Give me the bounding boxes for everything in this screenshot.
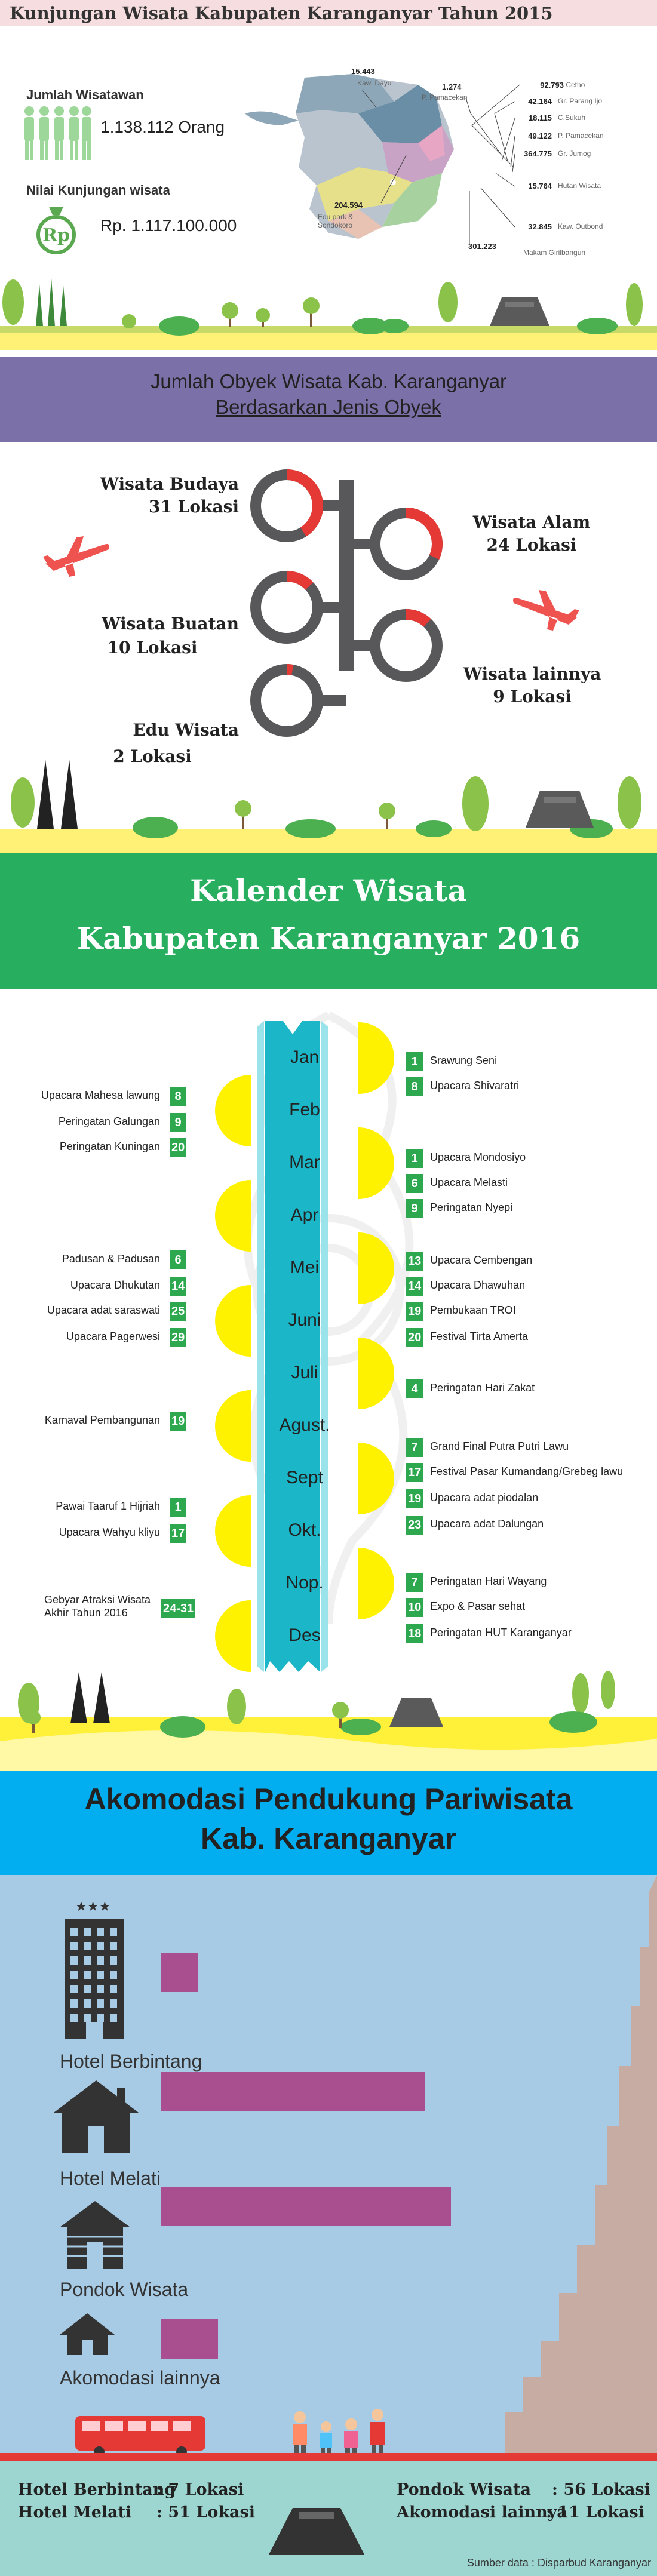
accommodation-label: Akomodasi lainnya	[60, 2367, 220, 2389]
map-label-place: Kaw. Outbond	[558, 222, 603, 230]
map-label-value: 18.115	[528, 113, 552, 122]
landscape-strip	[0, 266, 657, 350]
object-type-label: Wisata lainnya	[463, 664, 601, 684]
objects-ring-diagram	[227, 454, 466, 788]
objects-subtitle: Berdasarkan Jenis Obyek	[216, 396, 441, 418]
event-day-badge: 13	[406, 1252, 423, 1271]
visitor-count-label: Jumlah Wisatawan	[26, 87, 144, 102]
summary-value: : 51 Lokasi	[156, 2503, 255, 2522]
month-label: Juni	[288, 1310, 321, 1330]
event-label: Peringatan Kuningan	[59, 1141, 160, 1152]
summary-value: : 11 Lokasi	[546, 2503, 644, 2522]
event-day-badge: 25	[170, 1302, 186, 1321]
map-label-place: Kaw. Dayu	[357, 79, 392, 87]
object-ring	[375, 614, 437, 677]
events-list	[0, 1015, 657, 1678]
accommodation-bar-chart	[161, 1953, 472, 2359]
month-label: Sept	[286, 1468, 323, 1487]
event-label: Karnaval Pembangunan	[44, 1414, 160, 1426]
visit-value-amount: Rp. 1.117.100.000	[100, 216, 237, 235]
map-label-value: 204.594	[334, 201, 363, 210]
visit-value-label: Nilai Kunjungan wisata	[26, 183, 170, 198]
event-label: Upacara Shivaratri	[430, 1080, 520, 1092]
event-label: Expo & Pasar sehat	[430, 1600, 526, 1612]
airplane-icon	[509, 585, 581, 633]
bus-icon	[72, 2412, 209, 2458]
landscape-strip	[0, 1670, 657, 1771]
event-label: Peringatan Galungan	[58, 1115, 160, 1127]
object-type-label: Wisata Alam	[472, 512, 591, 532]
map-label-place: C. Cetho	[557, 81, 585, 89]
event-day-badge: 6	[406, 1174, 423, 1193]
event-day-badge: 8	[170, 1087, 186, 1106]
object-type-count: 9 Lokasi	[493, 687, 572, 706]
svg-text:Rp: Rp	[42, 225, 70, 246]
object-share-arc	[287, 669, 293, 670]
pondok-wisata-icon	[59, 2200, 131, 2270]
accommodation-bar	[161, 2319, 218, 2359]
event-label: Pawai Taaruf 1 Hijriah	[56, 1500, 160, 1512]
event-label: Upacara Mahesa lawung	[41, 1089, 160, 1101]
event-label: Upacara adat piodalan	[430, 1492, 539, 1504]
object-type-label: Wisata Budaya	[100, 474, 239, 494]
page-title: Kunjungan Wisata Kabupaten Karanganyar Tahun 2015	[10, 3, 553, 23]
event-day-badge: 29	[170, 1328, 186, 1347]
summary-label: Hotel Berbintang	[18, 2480, 176, 2499]
event-day-badge: 14	[170, 1277, 186, 1296]
event-label: Upacara Wahyu kliyu	[59, 1526, 160, 1538]
event-day-badge: 4	[406, 1379, 423, 1398]
month-label: Mar	[289, 1152, 320, 1172]
map-label-place: C.Sukuh	[558, 113, 586, 122]
event-day-badge: 9	[170, 1113, 186, 1132]
summary-label: Hotel Melati	[18, 2503, 132, 2522]
event-label: Upacara Cembengan	[430, 1254, 533, 1266]
map-label-value: 15.764	[528, 182, 552, 190]
event-label: Upacara adat Dalungan	[430, 1518, 544, 1530]
event-day-badge: 19	[170, 1412, 186, 1431]
summary-divider	[0, 2453, 657, 2461]
airplane-icon	[42, 531, 113, 579]
calendar-subtitle: Kabupaten Karanganyar 2016	[76, 921, 581, 956]
summary-label: Akomodasi lainnya	[397, 2503, 567, 2522]
event-label: Upacara Pagerwesi	[66, 1330, 160, 1342]
map-label-value: 364.775	[524, 149, 552, 158]
source-note: Sumber data : Disparbud Karanganyar	[466, 2557, 651, 2569]
candi-icon	[257, 2490, 376, 2556]
object-type-count: 2 Lokasi	[113, 746, 192, 766]
summary-value: : 56 Lokasi	[552, 2480, 650, 2499]
landscape-strip	[0, 751, 657, 853]
map-label-place: P. Pamacekan	[422, 93, 468, 102]
hotel-melati-icon	[51, 2078, 141, 2156]
map-label-value: 301.223	[468, 242, 496, 251]
map-leader-lines	[358, 72, 561, 257]
event-day-badge: 7	[406, 1573, 423, 1592]
object-type-count: 10 Lokasi	[107, 638, 198, 657]
event-day-badge: 6	[170, 1250, 186, 1269]
temple-silhouette	[505, 1875, 657, 2459]
accommodation-label: Pondok Wisata	[60, 2279, 189, 2300]
month-label: Okt.	[288, 1520, 321, 1540]
event-day-badge: 1	[170, 1498, 186, 1517]
event-label: Festival Pasar Kumandang/Grebeg lawu	[430, 1465, 624, 1477]
event-day-badge: 8	[406, 1077, 423, 1096]
accommodation-bar	[161, 2187, 451, 2226]
tourists-icon	[287, 2406, 394, 2460]
calendar-title: Kalender Wisata	[190, 873, 467, 908]
event-label: Festival Tirta Amerta	[430, 1330, 529, 1342]
month-label: Feb	[289, 1100, 320, 1120]
map-label-place: Hutan Wisata	[558, 182, 601, 190]
map-label-place: Edu park & Sondokoro	[318, 213, 354, 229]
month-label: Jan	[290, 1047, 320, 1067]
visitor-count-value: 1.138.112 Orang	[100, 118, 225, 136]
month-label: Des	[288, 1625, 321, 1645]
event-day-badge: 14	[406, 1277, 423, 1296]
month-label: Mei	[290, 1258, 320, 1277]
event-day-badge: 19	[406, 1489, 423, 1508]
map-label-place: Gr. Parang Ijo	[558, 97, 603, 105]
event-label: Upacara Dhukutan	[70, 1279, 160, 1291]
event-label: Upacara adat saraswati	[47, 1304, 160, 1316]
accommodation-title: Akomodasi Pendukung Pariwisata	[84, 1782, 573, 1816]
event-day-badge: 20	[170, 1138, 186, 1157]
event-day-badge: 19	[406, 1302, 423, 1321]
event-label: Upacara Mondosiyo	[430, 1151, 526, 1163]
map-label-value: 1.274	[442, 82, 462, 91]
summary-value: : 7 Lokasi	[156, 2480, 244, 2499]
accommodation-bar	[161, 2072, 425, 2111]
event-label: Padusan & Padusan	[62, 1253, 160, 1265]
accommodation-label: Hotel Berbintang	[60, 2051, 202, 2072]
event-label: Pembukaan TROI	[430, 1304, 516, 1316]
map-label-place: Makam Girilbangun	[523, 248, 586, 257]
event-day-badge: 18	[406, 1624, 423, 1643]
map-label-value: 49.122	[528, 131, 552, 140]
event-label: Gebyar Atraksi Wisata Akhir Tahun 2016	[44, 1594, 151, 1619]
object-type-count: 31 Lokasi	[148, 497, 239, 517]
accommodation-subtitle: Kab. Karanganyar	[201, 1822, 456, 1855]
accommodation-bar	[161, 1953, 198, 1992]
event-label: Peringatan Hari Zakat	[430, 1382, 535, 1394]
event-day-badge: 24-31	[161, 1599, 195, 1618]
map-label-value: 92.793	[540, 81, 564, 90]
map-label-value: 15.443	[351, 67, 375, 76]
month-label: Apr	[290, 1205, 319, 1225]
map-label-value: 32.845	[528, 222, 552, 231]
event-day-badge: 1	[406, 1149, 423, 1168]
event-day-badge: 20	[406, 1328, 423, 1347]
event-label: Peringatan HUT Karanganyar	[430, 1627, 572, 1639]
event-label: Upacara Dhawuhan	[430, 1279, 526, 1291]
map-label-value: 42.164	[528, 97, 552, 106]
akomodasi-lainnya-icon	[59, 2312, 116, 2356]
event-label: Upacara Melasti	[430, 1176, 508, 1188]
summary-label: Pondok Wisata	[397, 2480, 531, 2499]
event-day-badge: 10	[406, 1598, 423, 1617]
event-label: Srawung Seni	[430, 1055, 498, 1066]
object-type-count: 24 Lokasi	[486, 535, 577, 555]
accommodation-label: Hotel Melati	[60, 2168, 161, 2189]
svg-text:★★★: ★★★	[75, 1899, 111, 1914]
map-label-place: P. Pamacekan	[558, 131, 604, 140]
event-day-badge: 23	[406, 1516, 423, 1535]
money-bag-icon	[32, 202, 80, 256]
event-day-badge: 17	[406, 1463, 423, 1482]
event-label: Peringatan Nyepi	[430, 1201, 513, 1213]
event-label: Peringatan Hari Wayang	[430, 1575, 547, 1587]
event-day-badge: 7	[406, 1438, 423, 1457]
people-icon	[23, 105, 93, 162]
hotel-star-icon	[60, 1896, 131, 2040]
event-day-badge: 17	[170, 1524, 186, 1543]
month-label: Juli	[291, 1363, 318, 1382]
month-label: Agust.	[279, 1415, 330, 1435]
event-day-badge: 1	[406, 1052, 423, 1071]
map-label-place: Gr. Jumog	[558, 149, 591, 158]
objects-title: Jumlah Obyek Wisata Kab. Karanganyar	[150, 370, 507, 392]
event-day-badge: 9	[406, 1199, 423, 1218]
event-label: Grand Final Putra Putri Lawu	[430, 1440, 569, 1452]
object-ring	[256, 669, 318, 731]
object-type-label: Edu Wisata	[133, 720, 239, 740]
month-label: Nop.	[285, 1573, 324, 1593]
object-type-label: Wisata Buatan	[102, 614, 239, 634]
